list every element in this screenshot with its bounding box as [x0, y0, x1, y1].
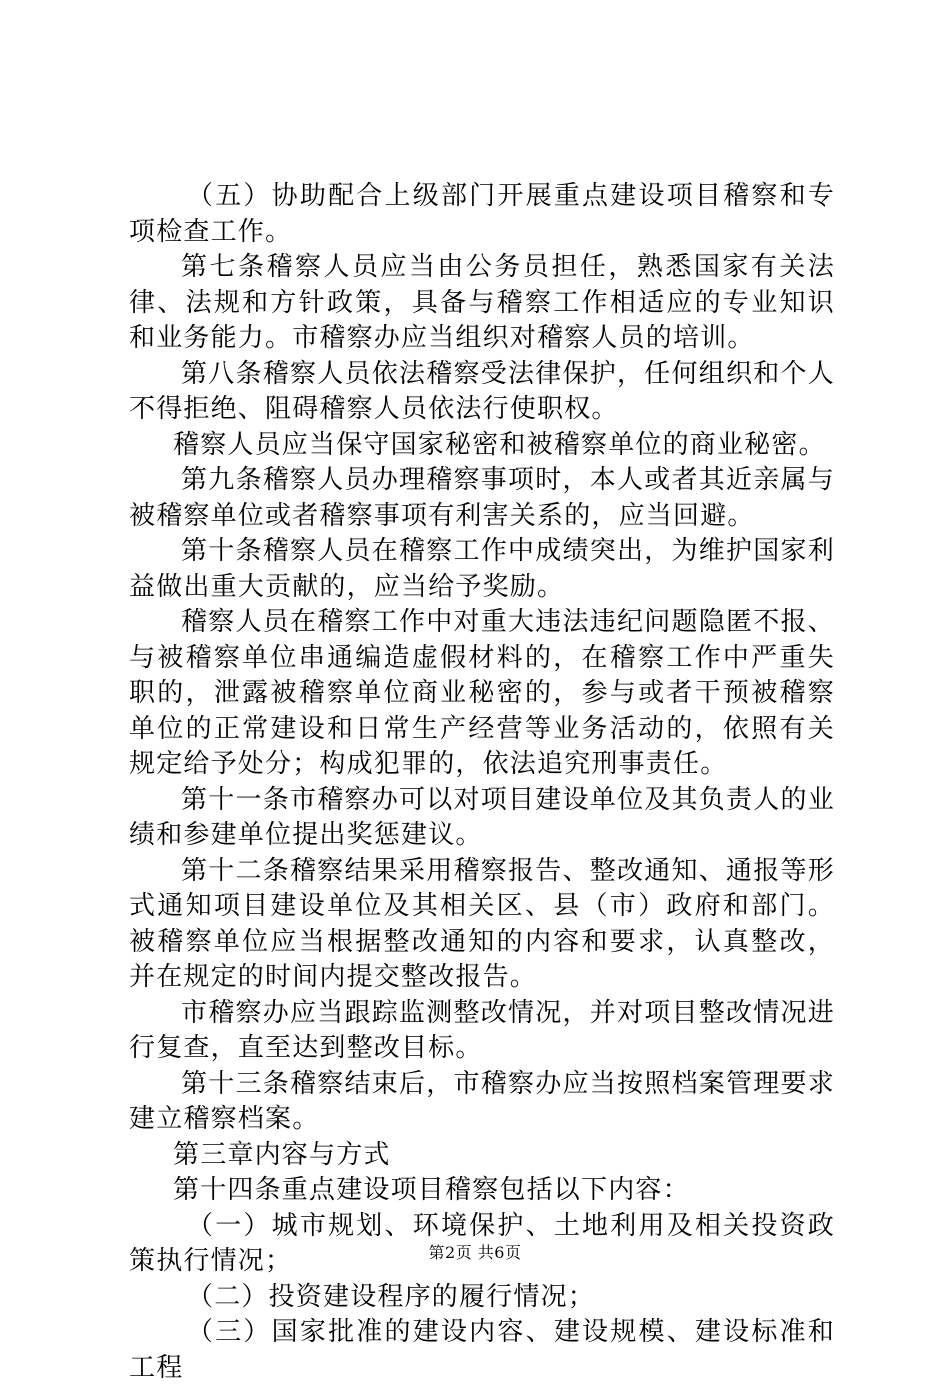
- paragraph-article-9: 第九条稽察人员办理稽察事项时，本人或者其近亲属与被稽察单位或者稽察事项有利害关系的，应当回避。: [129, 465, 835, 531]
- paragraph-article-12: 第十二条稽察结果采用稽察报告、整改通知、通报等形式通知项目建设单位及其相关区、县（市）政府和部门。被稽察单位应当根据整改通知的内容和要求，认真整改，并在规定的时间内提交整改报告。: [129, 855, 835, 992]
- paragraph-article-13: 第十三条稽察结束后，市稽察办应当按照档案管理要求建立稽察档案。: [129, 1068, 835, 1134]
- document-body: [129, 179, 835, 1386]
- page-number-footer: 第2页 共6页: [428, 1243, 522, 1262]
- paragraph-penalties: 稽察人员在稽察工作中对重大违法违纪问题隐匿不报、与被稽察单位串通编造虚假材料的，在稽察工作中严重失职的，泄露被稽察单位商业秘密的，参与或者干预被稽察单位的正常建设和日常生产经营等业务活动的，依照有关规定给予处分；构成犯罪的，依法追究刑事责任。: [129, 607, 835, 779]
- paragraph-article-11: 第十一条市稽察办可以对项目建设单位及其负责人的业绩和参建单位提出奖惩建议。: [129, 784, 835, 850]
- paragraph-article-10: 第十条稽察人员在稽察工作中成绩突出，为维护国家利益做出重大贡献的，应当给予奖励。: [129, 536, 835, 602]
- paragraph-item-5: （五）协助配合上级部门开展重点建设项目稽察和专项检查工作。: [129, 181, 835, 247]
- paragraph-confidentiality: 稽察人员应当保守国家秘密和被稽察单位的商业秘密。: [173, 429, 826, 460]
- paragraph-article-8: 第八条稽察人员依法稽察受法律保护，任何组织和个人不得拒绝、阻碍稽察人员依法行使职权。: [129, 358, 835, 424]
- paragraph-article-7: 第七条稽察人员应当由公务员担任，熟悉国家有关法律、法规和方针政策，具备与稽察工作相适应的专业知识和业务能力。市稽察办应当组织对稽察人员的培训。: [129, 252, 835, 353]
- chapter-heading: 第三章内容与方式: [173, 1139, 391, 1170]
- paragraph-followup: 市稽察办应当跟踪监测整改情况，并对项目整改情况进行复查，直至达到整改目标。: [129, 997, 835, 1063]
- paragraph-article-14: 第十四条重点建设项目稽察包括以下内容：: [173, 1175, 690, 1205]
- list-item-1: （一）城市规划、环境保护、土地利用及相关投资政策执行情况；: [129, 1210, 835, 1276]
- list-item-2: （二）投资建设程序的履行情况；: [187, 1281, 596, 1312]
- list-item-3: （三）国家批准的建设内容、建设规模、建设标准和工程: [129, 1317, 835, 1383]
